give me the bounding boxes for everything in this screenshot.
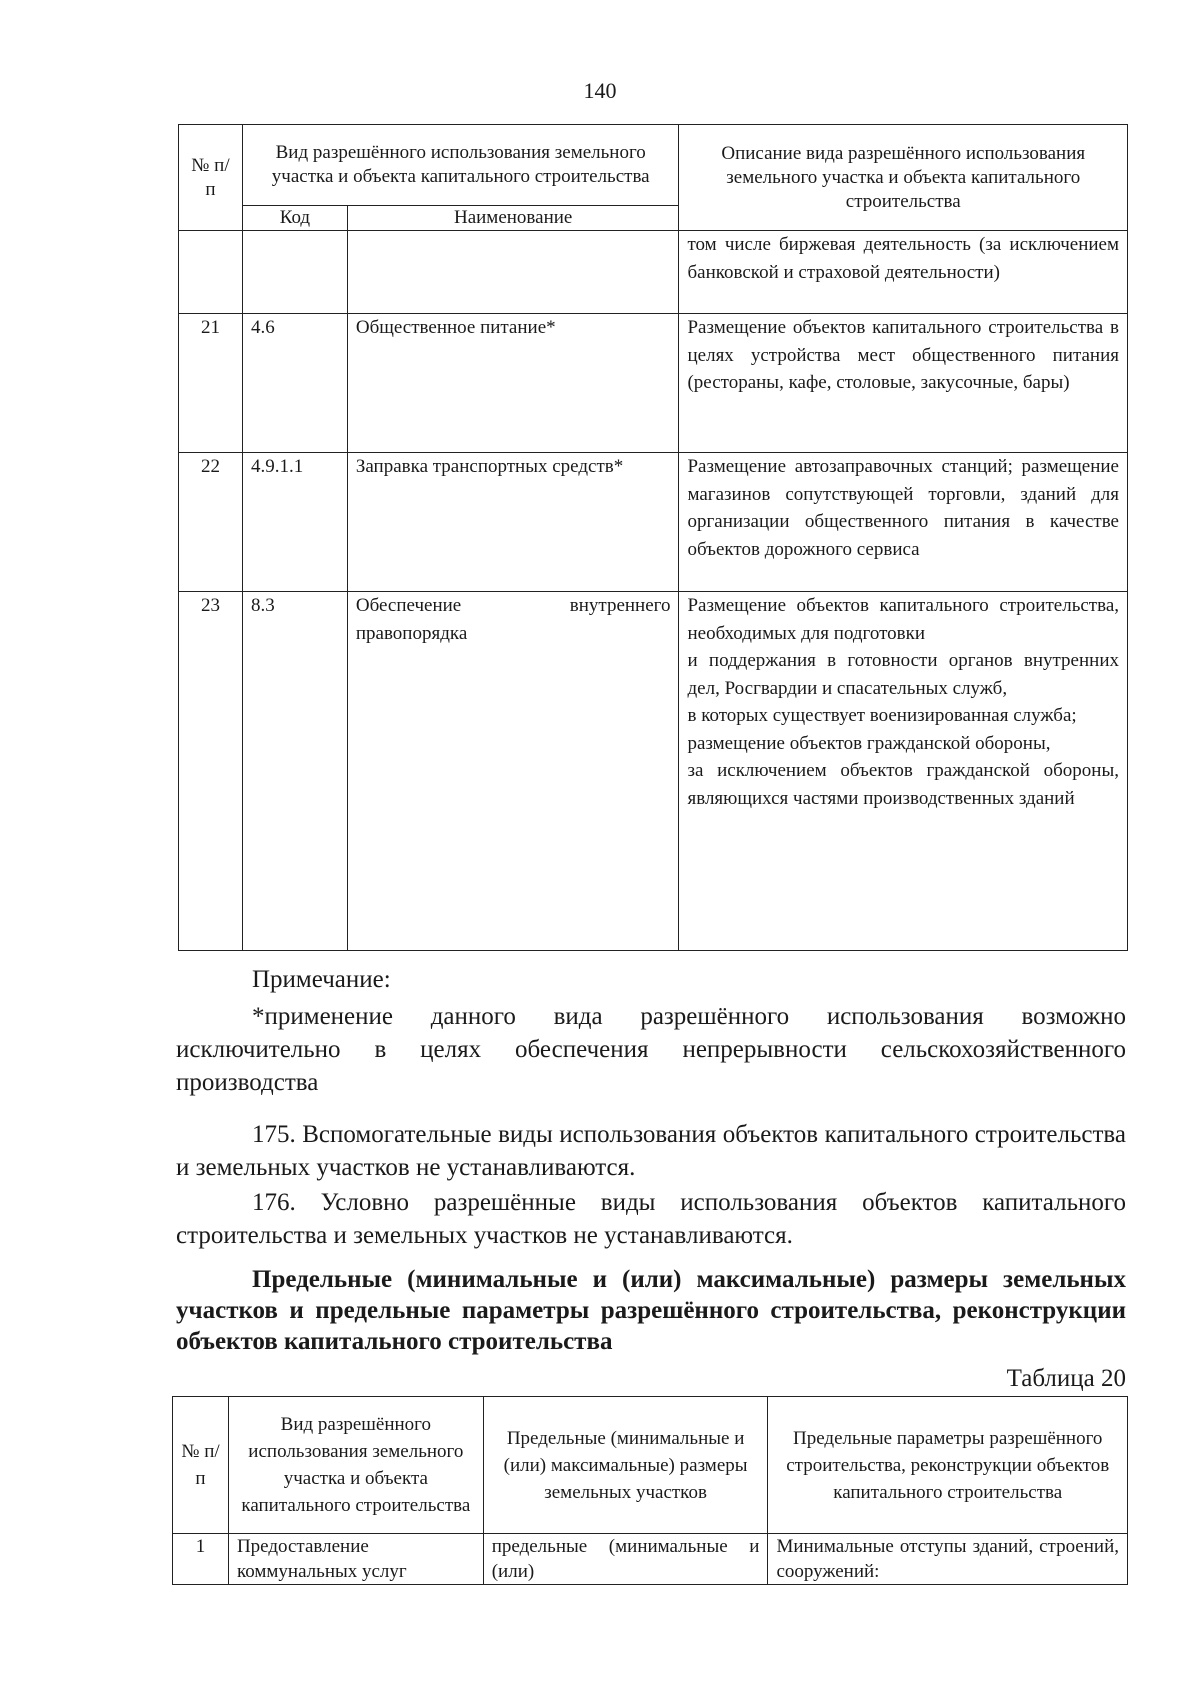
row-name: Обеспечение внутреннего правопорядка (347, 592, 679, 951)
row-description: Размещение объектов капитального строительства в целях устройства мест общественного питания (рестораны, кафе, столовые, закусочные, бары) (679, 314, 1128, 453)
table-row (179, 453, 1128, 592)
header-code: Код (242, 206, 347, 231)
row-num: 21 (179, 314, 243, 453)
parameters-table (172, 1396, 1128, 1585)
header-vid: Вид разрешённого использования земельного участка и объекта капитального строительства (242, 125, 679, 206)
row-sizes: предельные (минимальные и (или) (483, 1534, 768, 1585)
row-description: Размещение автозаправочных станций; размещение магазинов сопутствующей торговли, зданий для организации общественного питания в качестве объектов дорожного сервиса (679, 453, 1128, 592)
row-params: Минимальные отступы зданий, строений, сооружений: (768, 1534, 1128, 1585)
note-title: Примечание: (252, 966, 391, 993)
land-use-table (178, 124, 1128, 951)
paragraph-175: 175. Вспомогательные виды использования объектов капитального строительства и земельных участков не устанавливаются. (176, 1121, 1126, 1181)
description-line: размещение объектов гражданской обороны, (687, 732, 1051, 754)
section-heading: Предельные (минимальные и (или) максимальные) размеры земельных участков и предельные параметры разрешённого строительства, реконструкции объектов капитального строительства (176, 1266, 1126, 1355)
description-line: за исключением объектов гражданской обороны, являющихся частями производственных зданий (687, 760, 1119, 809)
header-params: Предельные параметры разрешённого строительства, реконструкции объектов капитального строительства (768, 1397, 1128, 1534)
header-name: Наименование (347, 206, 679, 231)
table-row (179, 231, 1128, 314)
row-vid: Предоставление коммунальных услуг (228, 1534, 483, 1585)
header-num: № п/п (173, 1397, 229, 1534)
row-num: 23 (179, 592, 243, 951)
row-code: 4.6 (242, 314, 347, 453)
header-num: № п/п (179, 125, 243, 231)
row-num: 1 (173, 1534, 229, 1585)
row-code: 8.3 (242, 592, 347, 951)
description-line: в которых существует военизированная служба; (687, 705, 1077, 726)
row-code: 4.9.1.1 (242, 453, 347, 592)
table-row (179, 592, 1128, 951)
continuation-cell: том числе биржевая деятельность (за исключением банковской и страховой деятельности) (679, 231, 1128, 314)
paragraph-176: 176. Условно разрешённые виды использования объектов капитального строительства и земельных участков не устанавливаются. (176, 1189, 1126, 1249)
description-line: Размещение объектов капитального строительства, необходимых для подготовки (687, 595, 1119, 644)
table-row (173, 1534, 1128, 1585)
note-text: *применение данного вида разрешённого использования возможно исключительно в целях обеспечения непрерывности сельскохозяйственного производства (176, 1003, 1126, 1096)
row-name: Заправка транспортных средств* (347, 453, 679, 592)
row-name: Общественное питание* (347, 314, 679, 453)
page-number: 140 (583, 78, 617, 103)
table-caption: Таблица 20 (1006, 1365, 1126, 1392)
header-vid: Вид разрешённого использования земельного участка и объекта капитального строительства (228, 1397, 483, 1534)
header-description: Описание вида разрешённого использования земельного участка и объекта капитального строительства (679, 125, 1128, 231)
description-line: и поддержания в готовности органов внутренних дел, Росгвардии и спасательных служб, (687, 650, 1119, 699)
row-num: 22 (179, 453, 243, 592)
table-row (179, 314, 1128, 453)
row-description (679, 592, 1128, 951)
header-sizes: Предельные (минимальные и (или) максимальные) размеры земельных участков (483, 1397, 768, 1534)
